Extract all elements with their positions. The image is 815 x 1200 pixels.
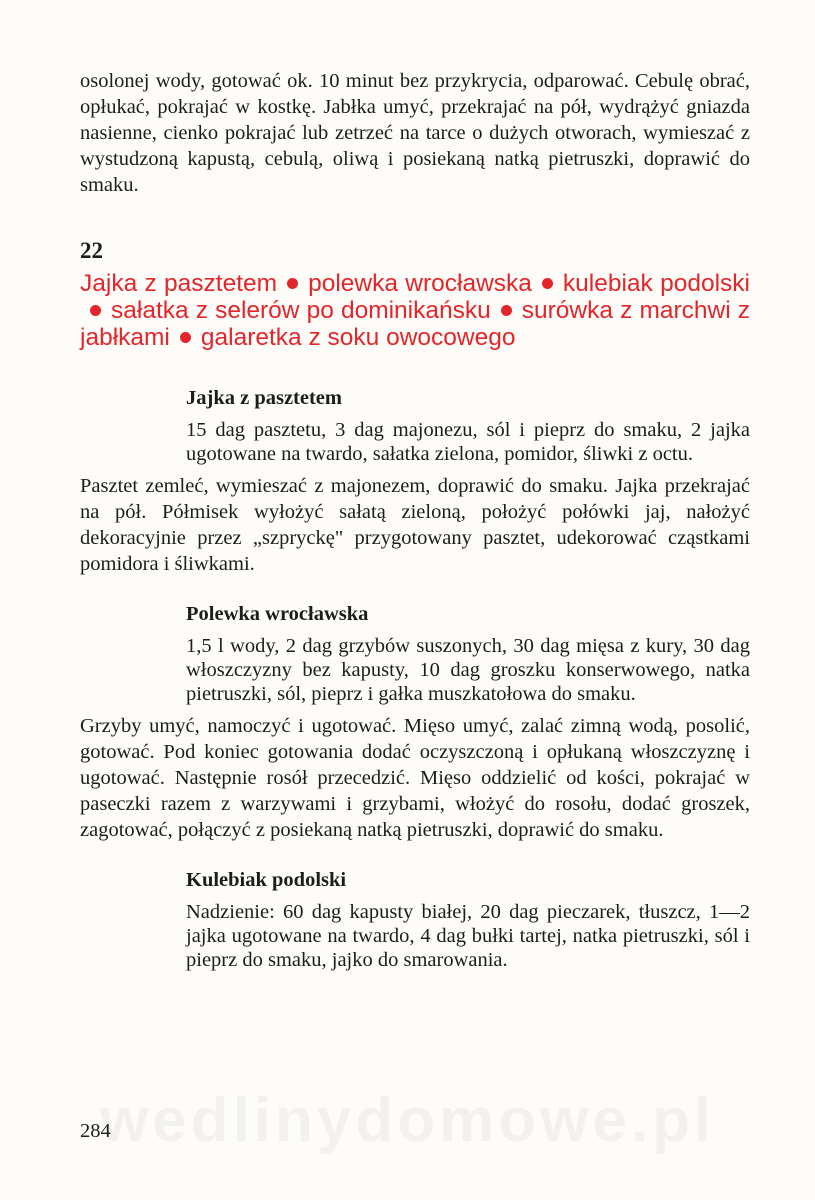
recipe-title: Polewka wrocławska xyxy=(186,603,369,625)
menu-list xyxy=(80,270,750,351)
page-number: 284 xyxy=(80,1120,111,1142)
bullet-icon xyxy=(542,278,553,289)
recipe-jajka-z-pasztetem xyxy=(80,387,750,577)
menu-item: kulebiak podolski xyxy=(562,270,750,297)
recipe-ingredients: 1,5 l wody, 2 dag grzybów suszonych, 30 dag mięsa z kury, 30 dag włoszczyzny bez kapusty, 10 dag groszku konserwowego, natka pietruszki, sól, pieprz i gałka muszkatołowa do smaku. xyxy=(186,635,750,705)
watermark xyxy=(100,1085,715,1156)
recipe-kulebiak-podolski xyxy=(80,869,750,972)
recipe-polewka-wroclawska xyxy=(80,603,750,843)
intro-paragraph: osolonej wody, gotować ok. 10 minut bez przykrycia, odparować. Cebulę obrać, opłukać, pokrajać w kostkę. Jabłka umyć, przekrajać na pół, wydrążyć gniazda nasienne, cienko pokrajać lub zetrzeć na tarce o dużych otworach, wymieszać z wystudzoną kapustą, cebulą, oliwą i posiekaną natką pietruszki, doprawić do smaku. xyxy=(80,70,750,196)
bullet-icon xyxy=(287,278,298,289)
menu-item: Jajka z pasztetem xyxy=(80,270,278,297)
menu-item: polewka wrocławska xyxy=(308,270,532,297)
menu-item: sałatka z selerów po dominikańsku xyxy=(111,297,491,324)
recipe-instructions: Grzyby umyć, namoczyć i ugotować. Mięso umyć, zalać zimną wodą, posolić, gotować. Pod koniec gotowania dodać oczyszczoną i opłukaną włoszczyznę i ugotować. Następnie rosół przecedzić. Mięso oddzielić od kości, pokrajać w paseczki razem z warzywami i grzybami, włożyć do rosołu, dodać groszek, zagotować, połączyć z posiekaną natką pietruszki, doprawić do smaku. xyxy=(80,715,750,841)
bullet-icon xyxy=(501,305,512,316)
recipe-title: Kulebiak podolski xyxy=(186,869,347,891)
bullet-icon xyxy=(180,332,191,343)
menu-item: surówka z marchwi z jabłkami xyxy=(80,297,751,351)
recipe-instructions: Pasztet zemleć, wymieszać z majonezem, doprawić do smaku. Jajka przekrajać na pół. Półmisek wyłożyć sałatą zieloną, położyć połówki jaj, nałożyć dekoracyjnie przez „szpryckę" przygotowany pasztet, udekorować cząstkami pomidora i śliwkami. xyxy=(80,475,750,575)
recipe-ingredients: 15 dag pasztetu, 3 dag majonezu, sól i pieprz do smaku, 2 jajka ugotowane na twardo, sałatka zielona, pomidor, śliwki z octu. xyxy=(186,419,750,465)
section-number: 22 xyxy=(80,238,103,263)
bullet-icon xyxy=(90,305,101,316)
page-content xyxy=(80,68,750,972)
recipe-title: Jajka z pasztetem xyxy=(186,387,342,409)
recipe-ingredients: Nadzienie: 60 dag kapusty białej, 20 dag pieczarek, tłuszcz, 1—2 jajka ugotowane na twardo, 4 dag bułki tartej, natka pietruszki, sól i pieprz do smaku, jajko do smarowania. xyxy=(186,901,750,971)
menu-item: galaretka z soku owocowego xyxy=(200,324,516,351)
